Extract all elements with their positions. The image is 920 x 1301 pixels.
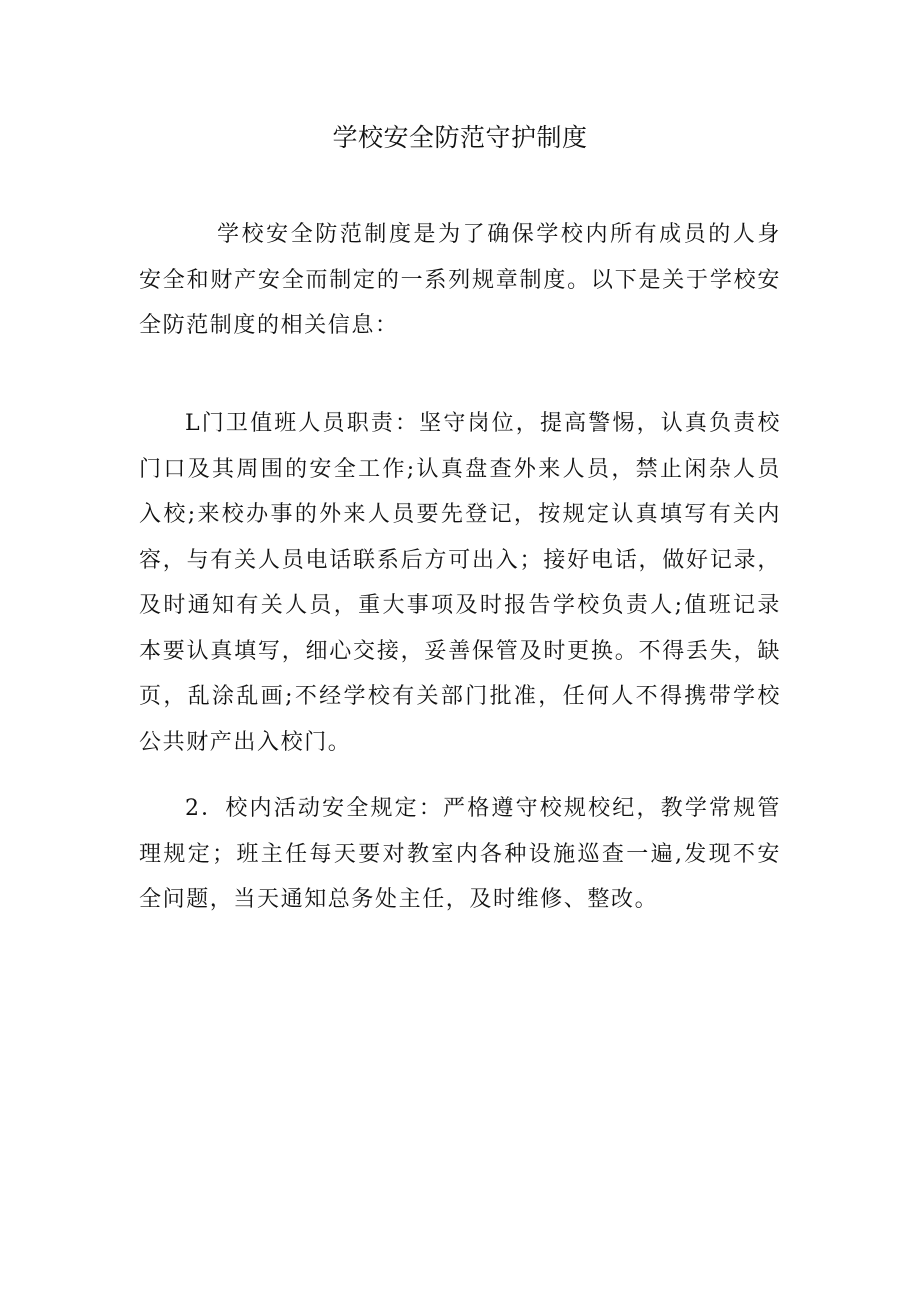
- paragraph-campus-activity: 2．校内活动安全规定：严格遵守校规校纪，教学常规管理规定；班主任每天要对教室内各种设施巡查一遍,发现不安全问题，当天通知总务处主任，及时维修、整改。: [139, 796, 781, 912]
- paragraph-gate-duty: L门卫值班人员职责：坚守岗位，提高警惕，认真负责校门口及其周围的安全工作;认真盘查外来人员，禁止闲杂人员入校;来校办事的外来人员要先登记，按规定认真填写有关内容，与有关人员电话联系后方可出入；接好电话，做好记录，及时通知有关人员，重大事项及时报告学校负责人;值班记录本要认真填写，细心交接，妥善保管及时更换。不得丢失，缺页，乱涂乱画;不经学校有关部门批准，任何人不得携带学校公共财产出入校门。: [139, 411, 781, 755]
- paragraph-intro: 学校安全防范制度是为了确保学校内所有成员的人身安全和财产安全而制定的一系列规章制度。以下是关于学校安全防范制度的相关信息：: [139, 222, 781, 338]
- document-title: 学校安全防范守护制度: [332, 123, 588, 152]
